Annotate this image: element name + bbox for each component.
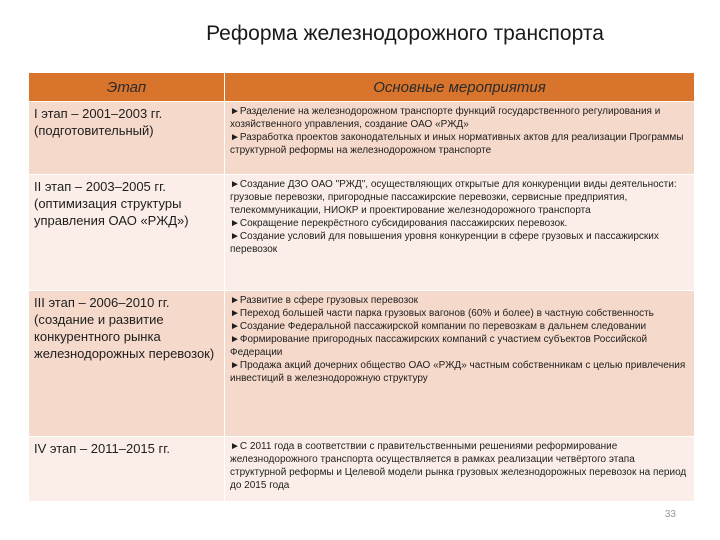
actions-cell (225, 102, 695, 175)
action-item: ►Создание Федеральной пассажирской компании по перевозкам в дальнем следовании (230, 321, 647, 332)
action-item: ►Переход большей части парка грузовых вагонов (60% и более) в частную собственность (230, 308, 654, 319)
stage-cell: I этап – 2001–2003 гг. (подготовительный) (29, 102, 225, 175)
action-item: ►Развитие в сфере грузовых перевозок (230, 295, 419, 306)
table-row (29, 102, 695, 175)
action-item: ►Сокращение перекрёстного субсидирования пассажирских перевозок. (230, 218, 568, 229)
table-row (29, 175, 695, 291)
page-number: 33 (664, 509, 676, 520)
action-item: ►Создание ДЗО ОАО "РЖД", осуществляющих открытые для конкуренции виды деятельности: грузовые перевозки, пригородные пассажирские перевозки, сервисные предприятия, телекоммуникации, НИОКР и проектирование железнодорожного транспорта (230, 179, 677, 216)
stage-cell: II этап – 2003–2005 гг. (оптимизация структуры управления ОАО «РЖД») (29, 175, 225, 291)
action-item: ►Создание условий для повышения уровня конкуренции в сфере грузовых и пассажирских перевозок (230, 231, 659, 255)
actions-cell (225, 291, 695, 437)
table-row (29, 291, 695, 437)
actions-cell (225, 437, 695, 502)
stage-cell: III этап – 2006–2010 гг. (создание и развитие конкурентного рынка железнодорожных перевозок) (29, 291, 225, 437)
table-row (29, 437, 695, 502)
action-item: ►С 2011 года в соответствии с правительственными решениями реформирование железнодорожного транспорта осуществляется в рамках реализации четвёртого этапа структурной реформы и Целевой модели рынка грузовых железнодорожных перевозок на период до 2015 года (230, 441, 687, 491)
slide-title: Реформа железнодорожного транспорта (206, 22, 604, 45)
reform-stages-table (28, 72, 695, 502)
stage-cell: IV этап – 2011–2015 гг. (29, 437, 225, 502)
actions-cell (225, 175, 695, 291)
action-item: ►Формирование пригородных пассажирских компаний с участием субъектов Российской Федерации (230, 334, 648, 358)
header-stage: Этап (29, 73, 225, 102)
action-item: ►Разделение на железнодорожном транспорте функций государственного регулирования и хозяйственного управления, создание ОАО «РЖД» (230, 106, 661, 130)
table-header-row (29, 73, 695, 102)
header-actions: Основные мероприятия (225, 73, 695, 102)
action-item: ►Продажа акций дочерних общество ОАО «РЖД» частным собственникам с целью привлечения инвестиций в железнодорожную структуру (230, 360, 686, 384)
action-item: ►Разработка проектов законодательных и иных нормативных актов для реализации Программы структурной реформы на железнодорожном транспорте (230, 132, 684, 156)
